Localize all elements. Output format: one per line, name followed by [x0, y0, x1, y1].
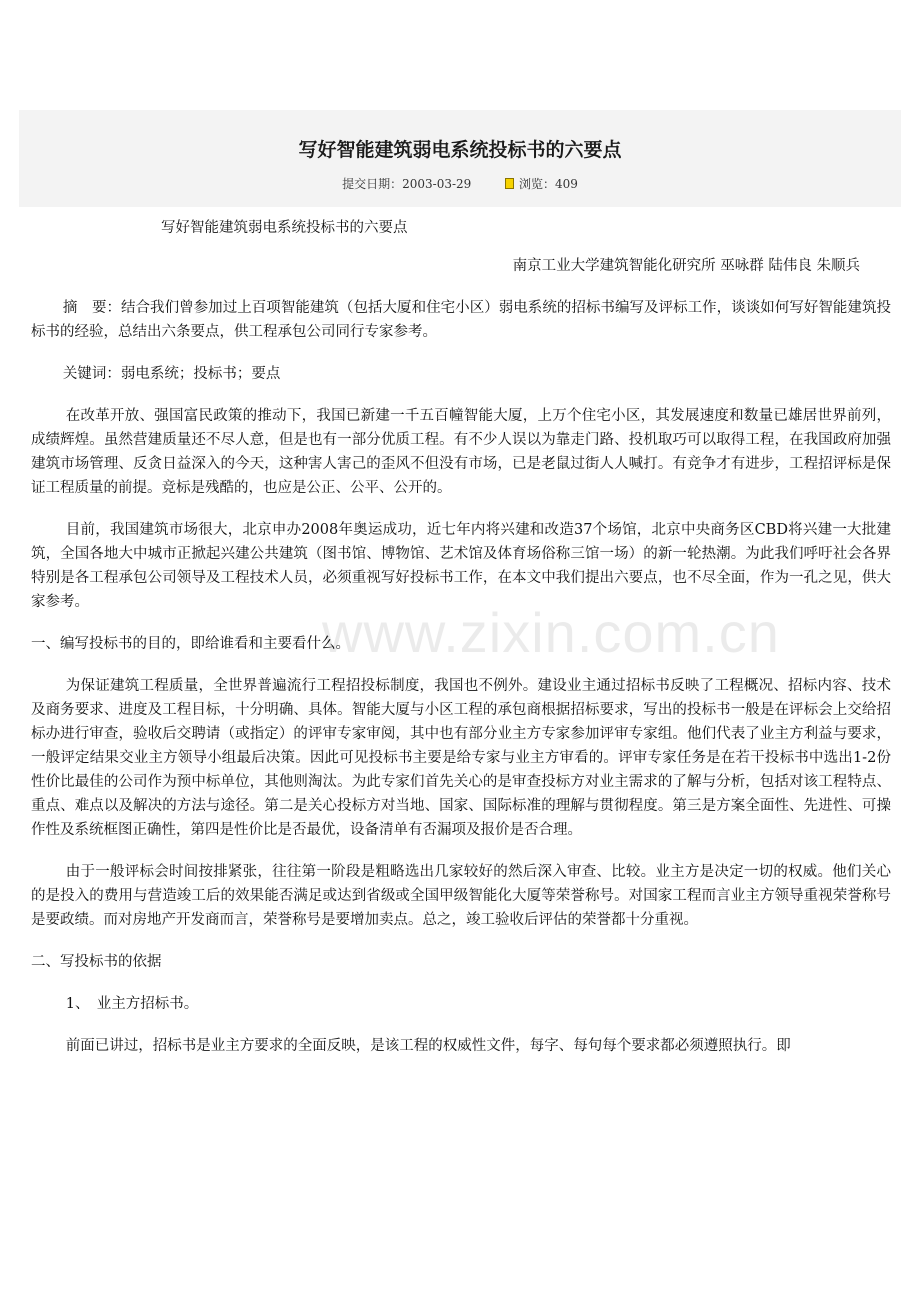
article-authors: 南京工业大学建筑智能化研究所 巫咏群 陆伟良 朱顺兵	[512, 258, 860, 274]
paragraph: 由于一般评标会时间按排紧张，往往第一阶段是粗略选出几家较好的然后深入审查、比较。业主方是决定一切的权威。他们关心的是投入的费用与营造竣工后的效果能否满足或达到省级或全国甲级智能化大厦等荣誉称号。对国家工程而言业主方领导重视荣誉称号是要政绩。而对房地产开发商而言，荣誉称号是要增加卖点。总之，竣工验收后评估的荣誉都十分重视。	[31, 864, 891, 928]
section-heading: 二、写投标书的依据	[31, 954, 162, 970]
watermark: www.zixin.com.cn	[322, 601, 780, 664]
article-subtitle: 写好智能建筑弱电系统投标书的六要点	[161, 220, 408, 236]
paragraph: 目前，我国建筑市场很大，北京申办2008年奥运成功，近七年内将兴建和改造37个场馆，北京中央商务区CBD将兴建一大批建筑，全国各地大中城市正掀起兴建公共建筑（图书馆、博物馆、艺术馆及体育场俗称三馆一场）的新一轮热潮。为此我们呼吁社会各界特别是各工程承包公司领导及工程技术人员，必须重视写好投标书工作，在本文中我们提出六要点，也不尽全面，作为一孔之见，供大家参考。	[31, 522, 891, 610]
submit-date: 提交日期：2003-03-29	[342, 177, 472, 191]
list-item: 1、 业主方招标书。	[65, 996, 199, 1012]
paragraph: 为保证建筑工程质量，全世界普遍流行工程招投标制度，我国也不例外。建设业主通过招标书反映了工程概况、招标内容、技术及商务要求、进度及工程目标，十分明确、具体。智能大厦与小区工程的承包商根据招标要求，写出的投标书一般是在评标会上交给招标办进行审查，验收后交聘请（或指定）的评审专家审阅，其中也有部分业主方专家参加评审专家组。他们代表了业主方利益与要求，一般评定结果交业主方领导小组最后决策。因此可见投标书主要是给专家与业主方审看的。评审专家任务是在若干投标书中选出1-2份性价比最佳的公司作为预中标单位，其他则淘汰。为此专家们首先关心的是审查投标方对业主需求的了解与分析，包括对该工程特点、重点、难点以及解决的方法与途径。第二是关心投标方对当地、国家、国际标准的理解与贯彻程度。第三是方案全面性、先进性、可操作性及系统框图正确性，第四是性价比是否最优，设备清单有否漏项及报价是否合理。	[31, 678, 891, 838]
article-abstract: 摘 要：结合我们曾参加过上百项智能建筑（包括大厦和住宅小区）弱电系统的招标书编写及评标工作，谈谈如何写好智能建筑投标书的经验，总结出六条要点，供工程承包公司同行专家参考。	[31, 300, 891, 340]
paragraph: 在改革开放、强国富民政策的推动下，我国已新建一千五百幢智能大厦，上万个住宅小区，其发展速度和数量已雄居世界前列，成绩辉煌。虽然营建质量还不尽人意，但是也有一部分优质工程。有不少人误以为靠走门路、投机取巧可以取得工程，在我国政府加强建筑市场管理、反贪日益深入的今天，这种害人害己的歪风不但没有市场，已是老鼠过街人人喊打。有竞争才有进步，工程招评标是保证工程质量的前提。竞标是残酷的，也应是公正、公平、公开的。	[31, 408, 891, 496]
document-icon	[505, 178, 514, 189]
page-title: 写好智能建筑弱电系统投标书的六要点	[298, 139, 622, 161]
article-meta	[19, 175, 901, 192]
article-header	[19, 110, 901, 207]
paragraph: 前面已讲过，招标书是业主方要求的全面反映，是该工程的权威性文件，每字、每句每个要求都必须遵照执行。即	[65, 1038, 791, 1054]
article-keywords: 关键词：弱电系统；投标书；要点	[62, 366, 281, 382]
view-count: 浏览：409	[518, 177, 578, 191]
section-heading: 一、编写投标书的目的，即给谁看和主要看什么。	[31, 636, 350, 652]
